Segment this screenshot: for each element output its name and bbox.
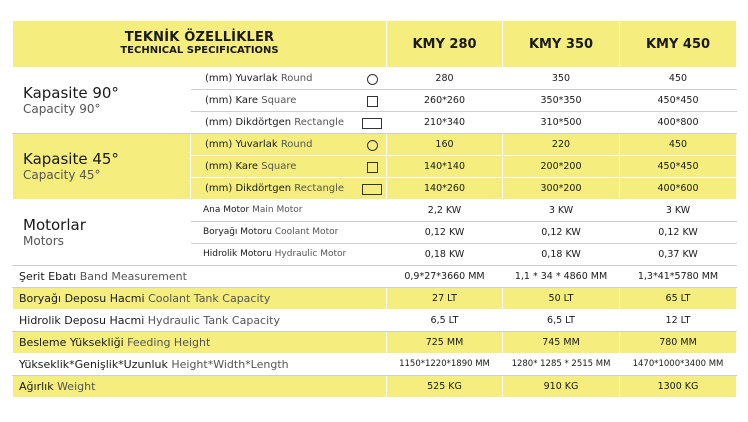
capacity45-group-label — [13, 134, 191, 200]
table-cell: 200*200 — [503, 156, 620, 178]
table-cell: 280 — [387, 68, 503, 90]
table-cell: 140*140 — [387, 156, 503, 178]
group-title-english: Motors — [23, 234, 64, 248]
table-cell: 400*600 — [620, 178, 737, 200]
table-cell: 3 KW — [503, 200, 620, 222]
row-label: Şerit Ebatı Band Measurement — [13, 266, 387, 288]
row-label: Boryağı Deposu Hacmi Coolant Tank Capacity — [13, 288, 387, 310]
table-cell: 140*260 — [387, 178, 503, 200]
row-label: Ağırlık Weight — [13, 376, 387, 398]
table-cell: 1280* 1285 * 2515 MM — [503, 354, 620, 376]
title-turkish: TEKNİK ÖZELLİKLER — [124, 30, 275, 45]
row-label: Yükseklik*Genişlik*Uzunluk Height*Width*Length — [13, 354, 387, 376]
capacity90-group-label — [13, 68, 191, 134]
table-title — [13, 21, 387, 68]
table-cell: 780 MM — [620, 332, 737, 354]
table-cell: 210*340 — [387, 112, 503, 134]
row-label: Besleme Yüksekliği Feeding Height — [13, 332, 387, 354]
table-cell: 0,12 KW — [620, 222, 737, 244]
table-cell: 1150*1220*1890 MM — [387, 354, 503, 376]
table-cell: 1,1 * 34 * 4860 MM — [503, 266, 620, 288]
table-cell: 260*260 — [387, 90, 503, 112]
table-cell: 350 — [503, 68, 620, 90]
row-label: (mm) Dikdörtgen Rectangle — [191, 112, 387, 134]
table-row — [13, 376, 737, 398]
table-cell: 3 KW — [620, 200, 737, 222]
row-label: Boryağı Motoru Coolant Motor — [191, 222, 387, 244]
square-icon — [367, 162, 378, 173]
table-row — [13, 332, 737, 354]
spec-sheet — [12, 20, 736, 398]
table-row — [13, 68, 737, 90]
table-cell: 910 KG — [503, 376, 620, 398]
table-cell: 6,5 LT — [387, 310, 503, 332]
row-label: (mm) Kare Square — [191, 156, 387, 178]
table-cell: 525 KG — [387, 376, 503, 398]
table-cell: 6,5 LT — [503, 310, 620, 332]
table-cell: 0,18 KW — [503, 244, 620, 266]
row-label: Hidrolik Motoru Hydraulic Motor — [191, 244, 387, 266]
group-title-english: Capacity 45° — [23, 168, 101, 182]
table-cell: 220 — [503, 134, 620, 156]
table-row — [13, 288, 737, 310]
table-cell: 450*450 — [620, 90, 737, 112]
spec-table — [12, 20, 737, 398]
model-header: KMY 280 — [387, 21, 503, 68]
table-cell: 50 LT — [503, 288, 620, 310]
table-cell: 1300 KG — [620, 376, 737, 398]
group-title-english: Capacity 90° — [23, 102, 101, 116]
group-title-turkish: Kapasite 45° — [23, 150, 119, 168]
table-cell: 400*800 — [620, 112, 737, 134]
table-cell: 725 MM — [387, 332, 503, 354]
table-cell: 1470*1000*3400 MM — [620, 354, 737, 376]
circle-icon — [367, 140, 378, 151]
table-cell: 2,2 KW — [387, 200, 503, 222]
table-cell: 0,9*27*3660 MM — [387, 266, 503, 288]
title-english: TECHNICAL SPECIFICATIONS — [120, 45, 279, 56]
table-cell: 65 LT — [620, 288, 737, 310]
row-label: Ana Motor Main Motor — [191, 200, 387, 222]
table-row — [13, 310, 737, 332]
rectangle-icon — [362, 118, 382, 129]
table-cell: 310*500 — [503, 112, 620, 134]
table-cell: 12 LT — [620, 310, 737, 332]
table-row — [13, 266, 737, 288]
table-cell: 450 — [620, 68, 737, 90]
circle-icon — [367, 74, 378, 85]
model-header: KMY 450 — [620, 21, 737, 68]
row-label: Hidrolik Deposu Hacmi Hydraulic Tank Capacity — [13, 310, 387, 332]
rectangle-icon — [362, 184, 382, 195]
table-cell: 745 MM — [503, 332, 620, 354]
table-cell: 160 — [387, 134, 503, 156]
group-title-turkish: Kapasite 90° — [23, 84, 119, 102]
model-header: KMY 350 — [503, 21, 620, 68]
table-cell: 450 — [620, 134, 737, 156]
square-icon — [367, 96, 378, 107]
row-label: (mm) Yuvarlak Round — [191, 68, 387, 90]
table-cell: 0,12 KW — [387, 222, 503, 244]
table-row — [13, 134, 737, 156]
table-cell: 0,18 KW — [387, 244, 503, 266]
row-label: (mm) Kare Square — [191, 90, 387, 112]
table-cell: 350*350 — [503, 90, 620, 112]
table-cell: 0,37 KW — [620, 244, 737, 266]
group-title-turkish: Motorlar — [23, 216, 86, 234]
table-cell: 0,12 KW — [503, 222, 620, 244]
row-label: (mm) Yuvarlak Round — [191, 134, 387, 156]
table-cell: 27 LT — [387, 288, 503, 310]
table-row — [13, 354, 737, 376]
header-row — [13, 21, 737, 68]
table-row — [13, 200, 737, 222]
table-cell: 450*450 — [620, 156, 737, 178]
row-label: (mm) Dikdörtgen Rectangle — [191, 178, 387, 200]
table-cell: 300*200 — [503, 178, 620, 200]
table-cell: 1,3*41*5780 MM — [620, 266, 737, 288]
motors-group-label — [13, 200, 191, 266]
